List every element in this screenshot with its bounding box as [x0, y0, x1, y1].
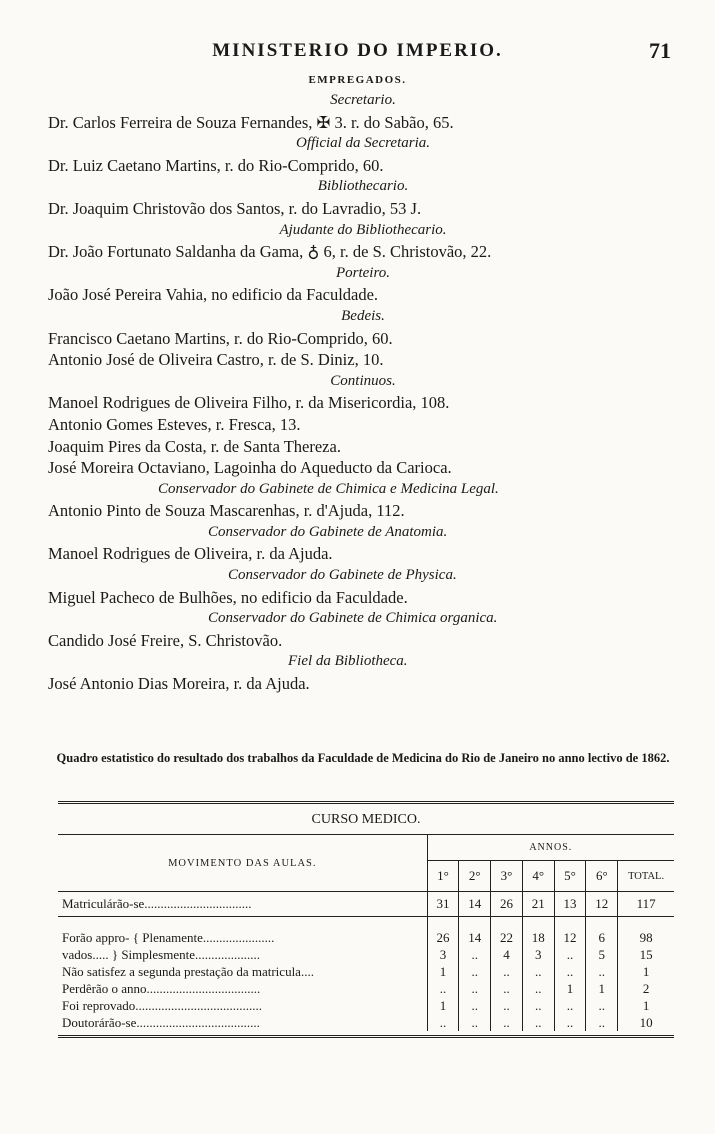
employee-list — [48, 90, 678, 695]
cell-value: 22 — [491, 929, 523, 946]
year-col-header: 5° — [554, 861, 586, 892]
cell-value: 1 — [427, 997, 459, 1014]
spacer-cell — [554, 917, 586, 930]
spacer-cell — [586, 917, 618, 930]
table-row — [58, 1014, 674, 1031]
cell-value: 6 — [586, 929, 618, 946]
person-entry: José Antonio Dias Moreira, r. da Ajuda. — [48, 674, 310, 694]
role-heading: Conservador do Gabinete de Physica. — [228, 567, 457, 584]
cell-value: 12 — [586, 892, 618, 917]
running-title: MINISTERIO DO IMPERIO. — [212, 40, 503, 61]
cell-value: .. — [554, 997, 586, 1014]
table-row — [58, 892, 674, 917]
cell-value: 21 — [522, 892, 554, 917]
person-entry: José Moreira Octaviano, Lagoinha do Aqueducto da Carioca. — [48, 458, 452, 478]
cell-value: 18 — [522, 929, 554, 946]
cell-value: 26 — [491, 892, 523, 917]
cell-value: .. — [459, 997, 491, 1014]
cell-value: .. — [522, 997, 554, 1014]
page-number: 71 — [649, 38, 671, 63]
cell-value: .. — [586, 963, 618, 980]
cell-value: .. — [522, 980, 554, 997]
years-header: ANNOS. — [529, 842, 573, 854]
person-entry: Miguel Pacheco de Bulhões, no edificio da Faculdade. — [48, 587, 408, 607]
spacer-cell — [491, 917, 523, 930]
cell-value: .. — [554, 946, 586, 963]
role-heading: Bibliothecario. — [317, 178, 409, 195]
results-grid — [58, 835, 674, 1031]
person-entry: Candido José Freire, S. Christovão. — [48, 630, 283, 650]
row-label: Não satisfez a segunda prestação da matricula.... — [58, 963, 427, 980]
cell-value: 13 — [554, 892, 586, 917]
cell-value: 4 — [491, 946, 523, 963]
cell-total: 2 — [642, 980, 650, 996]
cell-value: 3 — [522, 946, 554, 963]
row-label: vados..... } Simplesmente.................... — [58, 946, 427, 963]
cell-value: .. — [522, 1014, 554, 1031]
table-row — [58, 980, 674, 997]
person-entry: João José Pereira Vahia, no edificio da Faculdade. — [48, 285, 379, 305]
cell-total: 117 — [618, 892, 674, 917]
year-col-header: 3° — [491, 861, 523, 892]
cell-value: .. — [554, 1014, 586, 1031]
year-col-header: 4° — [522, 861, 554, 892]
role-heading: Porteiro. — [335, 264, 391, 281]
spacer-cell — [522, 917, 554, 930]
cell-value: 1 — [554, 980, 586, 997]
person-entry: Manoel Rodrigues de Oliveira, r. da Ajuda. — [48, 544, 333, 564]
total-col-header: TOTAL. — [618, 861, 674, 892]
person-entry: Francisco Caetano Martins, r. do Rio-Comprido, 60. — [48, 328, 393, 348]
cell-value: 12 — [554, 929, 586, 946]
cell-value: .. — [586, 1014, 618, 1031]
role-heading: Conservador do Gabinete de Chimica organica. — [208, 610, 498, 627]
cell-value: .. — [554, 963, 586, 980]
person-entry: Antonio Gomes Esteves, r. Fresca, 13. — [48, 414, 301, 434]
role-heading: Conservador do Gabinete de Anatomia. — [208, 523, 448, 540]
cell-value: 3 — [427, 946, 459, 963]
cell-value: .. — [491, 997, 523, 1014]
table-row — [58, 946, 674, 963]
role-heading: Continuos. — [330, 372, 396, 389]
cell-value: 31 — [427, 892, 459, 917]
cell-value: .. — [427, 980, 459, 997]
person-entry: Manoel Rodrigues de Oliveira Filho, r. da Misericordia, 108. — [48, 393, 450, 413]
person-entry: Dr. Joaquim Christovão dos Santos, r. do Lavradio, 53 J. — [48, 198, 422, 218]
person-entry: Joaquim Pires da Costa, r. de Santa Thereza. — [48, 436, 341, 456]
cell-value: 14 — [459, 892, 491, 917]
role-heading: Official da Secretaria. — [295, 135, 430, 152]
person-entry: Dr. Luiz Caetano Martins, r. do Rio-Comprido, 60. — [48, 155, 384, 175]
role-heading: Fiel da Bibliotheca. — [288, 653, 408, 670]
page-header — [0, 40, 715, 70]
cell-value: .. — [491, 1014, 523, 1031]
statistics-table — [58, 801, 674, 1038]
table-caption: Quadro estatistico do resultado dos trabalhos da Faculdade de Medicina do Rio de Janeiro no anno lectivo de 1862. — [56, 751, 670, 765]
row-label: Foi reprovado....................................... — [58, 997, 427, 1014]
spacer-cell — [427, 917, 459, 930]
role-heading: Conservador do Gabinete de Chimica e Medicina Legal. — [158, 480, 499, 497]
cell-value: .. — [459, 946, 491, 963]
year-col-header: 2° — [459, 861, 491, 892]
row-label: Doutorárão-se...................................... — [58, 1014, 427, 1031]
person-entry: Antonio Pinto de Souza Mascarenhas, r. d'Ajuda, 112. — [48, 501, 405, 521]
cell-value: .. — [491, 980, 523, 997]
row-spacer — [58, 917, 674, 930]
person-entry: Dr. Carlos Ferreira de Souza Fernandes, ✠ 3. r. do Sabão, 65. — [48, 112, 454, 132]
cell-value: 1 — [427, 963, 459, 980]
cell-value: .. — [522, 963, 554, 980]
cell-value: 26 — [427, 929, 459, 946]
cell-value: 5 — [586, 946, 618, 963]
spacer-cell — [58, 917, 427, 930]
role-heading: Ajudante do Bibliothecario. — [279, 221, 447, 238]
spacer-cell — [459, 917, 491, 930]
table-row — [58, 997, 674, 1014]
role-heading: Bedeis. — [341, 307, 385, 324]
row-label: Perdêrão o anno................................... — [58, 980, 427, 997]
row-label: Forão appro- { Plenamente...................... — [58, 929, 427, 946]
section-heading: EMPREGADOS. — [308, 74, 407, 86]
cell-total: 1 — [642, 997, 650, 1013]
table-row — [58, 929, 674, 946]
movement-header: MOVIMENTO DAS AULAS. — [58, 835, 427, 892]
person-entry: Antonio José de Oliveira Castro, r. de S. Diniz, 10. — [48, 350, 384, 370]
bottom-double-rule — [58, 1035, 674, 1038]
cell-value: .. — [459, 963, 491, 980]
year-col-header: 6° — [586, 861, 618, 892]
spacer-cell — [618, 917, 674, 930]
table-row — [58, 963, 674, 980]
role-heading: Secretario. — [330, 92, 396, 108]
cell-total: 15 — [639, 946, 653, 962]
cell-total: 1 — [642, 963, 650, 979]
cell-total: 10 — [639, 1014, 653, 1030]
cell-value: 14 — [459, 929, 491, 946]
course-title: CURSO MEDICO. — [58, 804, 674, 835]
year-col-header: 1° — [427, 861, 459, 892]
cell-value: .. — [491, 963, 523, 980]
cell-value: .. — [427, 1014, 459, 1031]
cell-value: .. — [459, 980, 491, 997]
row-label: Matriculárão-se................................. — [58, 892, 427, 917]
cell-value: .. — [586, 997, 618, 1014]
cell-total: 98 — [639, 929, 653, 945]
cell-value: 1 — [586, 980, 618, 997]
person-entry: Dr. João Fortunato Saldanha da Gama, ♁ 6, r. de S. Christovão, 22. — [48, 242, 492, 262]
cell-value: .. — [459, 1014, 491, 1031]
